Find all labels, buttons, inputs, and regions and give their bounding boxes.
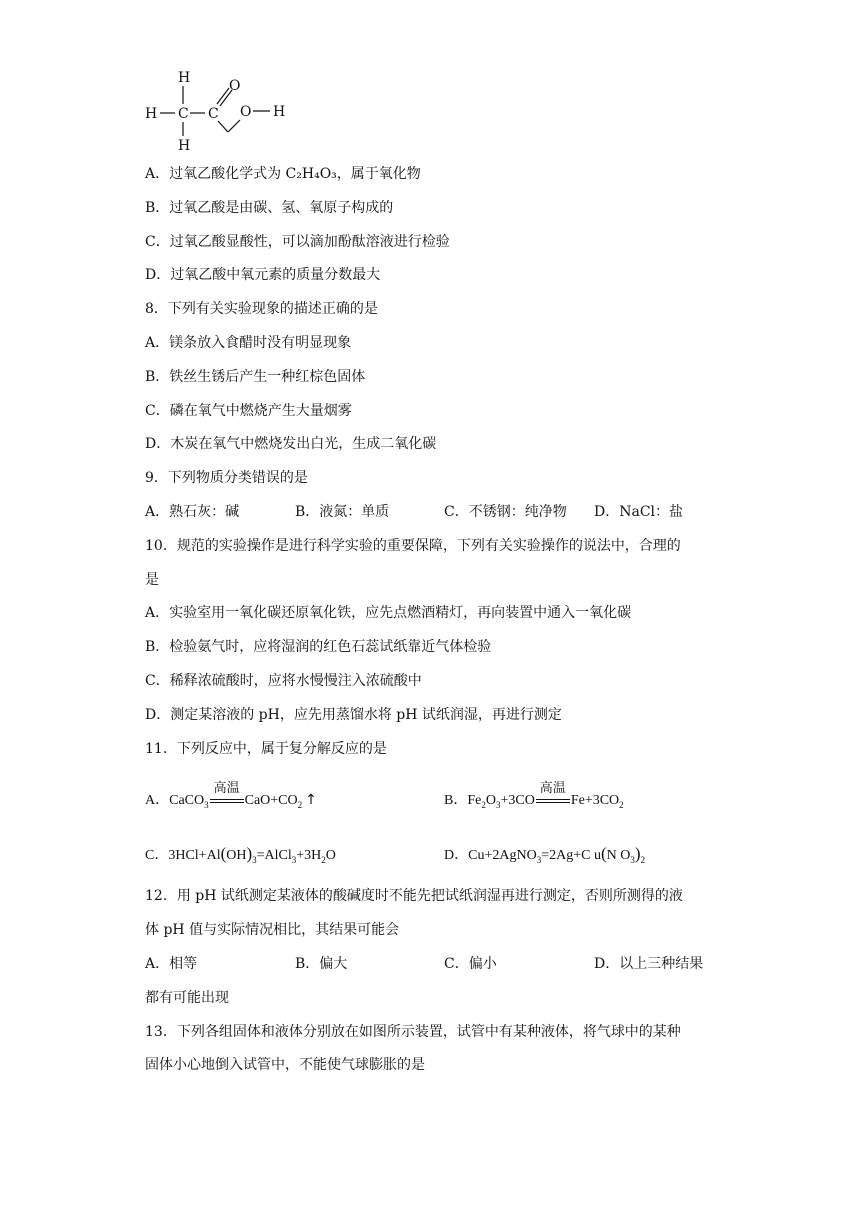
q7-option-b: B．过氧乙酸是由碳、氢、氧原子构成的 — [145, 200, 394, 216]
q11-d-s2: 3 — [630, 854, 635, 865]
q12-stem-line2: 体 pH 值与实际情况相比，其结果可能会 — [145, 922, 400, 938]
q8-option-a: A．镁条放入食醋时没有明显现象 — [145, 335, 352, 351]
q9-option-b: B．液氮：单质 — [295, 504, 390, 520]
q10-option-b: B．检验氨气时，应将湿润的红色石蕊试纸靠近气体检验 — [145, 639, 492, 655]
q13-stem-line2: 固体小心地倒入试管中，不能使气球膨胀的是 — [145, 1057, 425, 1073]
q11-a-left: CaCO — [169, 793, 205, 808]
q8-stem: 8．下列有关实验现象的描述正确的是 — [145, 301, 378, 317]
q7-option-d: D．过氧乙酸中氧元素的质量分数最大 — [145, 267, 381, 283]
q12-stem-line1: 12．用 pH 试纸测定某液体的酸碱度时不能先把试纸润湿再进行测定，否则所测得的液 — [145, 888, 683, 904]
q11-a-right: CaO+CO — [244, 793, 298, 808]
q11-b-p1: Fe — [467, 793, 482, 808]
q9-option-d: D．NaCl：盐 — [594, 504, 684, 520]
q11-c-s1: 3 — [252, 854, 257, 865]
q11-b-right: Fe+3CO — [570, 793, 620, 808]
q11-c-inner: OH — [226, 848, 247, 863]
q11-c-p4: O — [325, 848, 336, 863]
q11-d-inner: N O — [606, 848, 631, 863]
q11-d-s3: 2 — [640, 854, 646, 865]
q8-option-c: C．磷在氧气中燃烧产生大量烟雾 — [145, 403, 352, 419]
q7-option-a: A．过氧乙酸化学式为 C₂H₄O₃，属于氧化物 — [145, 166, 421, 182]
atom-h-left: H — [145, 106, 158, 122]
q11-option-c: C．$3HCl+Al(OH)_3=AlCl_3+3H_2O$ — [145, 844, 336, 865]
q11-a-condition-arrow — [209, 780, 245, 809]
peracetic-acid-structure — [140, 66, 300, 156]
q9-stem: 9．下列物质分类错误的是 — [145, 470, 308, 486]
q11-d-p1: Cu+2AgNO — [468, 848, 537, 863]
q11-c-s2: 3 — [291, 854, 297, 865]
q11-a-label: A． — [145, 793, 170, 808]
q10-option-a: A．实验室用一氧化碳还原氧化铁，应先点燃酒精灯，再向装置中通入一氧化碳 — [145, 605, 632, 621]
q11-b-s1: 2 — [481, 799, 486, 810]
atom-c2: C — [208, 106, 219, 122]
q11-c-p1: 3HCl+Al — [168, 848, 221, 863]
q8-option-b: B．铁丝生锈后产生一种红棕色固体 — [145, 369, 366, 385]
q11-c-label: C． — [145, 848, 169, 863]
q11-b-p3: +3CO — [500, 793, 535, 808]
q10-option-d: D．测定某溶液的 pH，应先用蒸馏水将 pH 试纸润湿，再进行测定 — [145, 707, 562, 723]
q10-stem-line1: 10．规范的实验操作是进行科学实验的重要保障，下列有关实验操作的说法中，合理的 — [145, 538, 681, 554]
q11-option-a — [145, 780, 317, 810]
q12-option-d: D．以上三种结果 — [594, 956, 704, 972]
q11-c-s3: 2 — [321, 854, 326, 865]
q13-stem-line1: 13．下列各组固体和液体分别放在如图所示装置，试管中有某种液体，将气球中的某种 — [145, 1024, 681, 1040]
q11-d-s1: 3 — [536, 854, 542, 865]
q12-option-b: B．偏大 — [295, 956, 348, 972]
q11-c-p2: =AlCl — [256, 848, 292, 863]
q11-b-s2: 3 — [495, 799, 501, 810]
atom-h-right: H — [273, 104, 286, 120]
q11-b-label: B． — [444, 793, 468, 808]
q9-option-a: A．熟石灰：碱 — [145, 504, 240, 520]
q11-a-right-sub: 2 — [297, 799, 303, 810]
q11-stem: 11．下列反应中，属于复分解反应的是 — [145, 741, 387, 757]
q10-option-c: C．稀释浓硫酸时，应将水慢慢注入浓硫酸中 — [145, 673, 422, 689]
q8-option-d: D．木炭在氧气中燃烧发出白光，生成二氧化碳 — [145, 436, 437, 452]
q11-b-condition: 高温 — [539, 780, 566, 795]
q12-option-a: A．相等 — [145, 956, 198, 972]
q9-option-c: C．不锈钢：纯净物 — [444, 504, 567, 520]
q11-c-p3: +3H — [296, 848, 322, 863]
q11-option-b — [444, 780, 624, 810]
q11-d-label: D． — [444, 848, 469, 863]
atom-o-single: O — [240, 104, 252, 120]
q10-stem-line2: 是 — [145, 572, 159, 588]
atom-h-bottom: H — [178, 138, 191, 154]
q11-b-p2: O — [485, 793, 496, 808]
q11-b-right-sub: 2 — [619, 799, 624, 810]
atom-o-double: O — [229, 78, 241, 94]
atom-c1: C — [178, 106, 189, 122]
q11-a-left-sub: 3 — [204, 799, 209, 810]
gas-arrow-icon: ↑ — [305, 792, 317, 808]
atom-h-top: H — [178, 70, 191, 86]
q11-a-condition: 高温 — [213, 780, 240, 795]
q11-option-d: D．Cu+2AgNO$_3$=2Ag+C u(N $O_3)_2$ — [444, 844, 646, 865]
q11-b-condition-arrow — [535, 780, 571, 809]
q12-option-d-cont: 都有可能出现 — [145, 990, 229, 1006]
q7-option-c: C．过氧乙酸显酸性，可以滴加酚酞溶液进行检验 — [145, 234, 450, 250]
q11-d-p2: =2Ag+C u — [541, 848, 601, 863]
q12-option-c: C．偏小 — [444, 956, 497, 972]
